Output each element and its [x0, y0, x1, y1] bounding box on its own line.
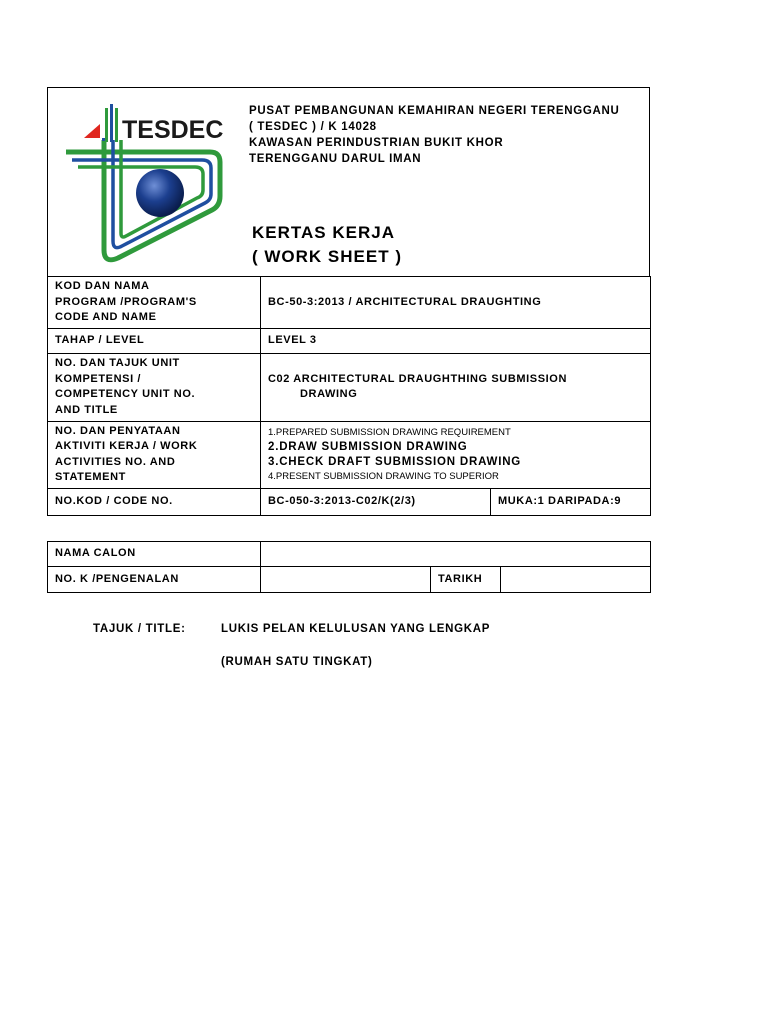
info-table [47, 276, 651, 516]
program-value: BC-50-3:2013 / ARCHITECTURAL DRAUGHTING [261, 277, 651, 329]
candidate-name-row [48, 542, 651, 567]
code-row [48, 488, 651, 515]
org-line-3: KAWASAN PERINDUSTRIAN BUKIT KHOR [249, 137, 504, 149]
program-label-line: KOD DAN NAMA [55, 280, 150, 292]
title-line-1: LUKIS PELAN KELULUSAN YANG LENGKAP [221, 623, 491, 635]
tesdec-logo [60, 100, 230, 265]
doc-title-block [252, 221, 402, 269]
activity-item: 2.DRAW SUBMISSION DRAWING [268, 440, 468, 453]
activity-label-line: NO. DAN PENYATAAN [55, 424, 181, 437]
title-line-2: (RUMAH SATU TINGKAT) [221, 656, 373, 668]
code-label: NO.KOD / CODE NO. [48, 488, 261, 515]
unit-value-line: DRAWING [300, 388, 358, 400]
candidate-name-field[interactable] [261, 542, 651, 567]
unit-label-line: AND TITLE [55, 403, 118, 416]
page-value: MUKA:1 DARIPADA:9 [491, 488, 651, 515]
activity-label [48, 421, 261, 488]
logo-t-bars [105, 104, 118, 142]
activity-row [48, 421, 651, 488]
unit-value [261, 353, 651, 421]
level-row [48, 328, 651, 353]
level-value: LEVEL 3 [261, 328, 651, 353]
doc-subtitle: ( WORK SHEET ) [252, 247, 402, 266]
activity-label-line: AKTIVITI KERJA / WORK [55, 440, 198, 452]
unit-value-line: C02 ARCHITECTURAL DRAUGHTHING SUBMISSION [268, 372, 568, 385]
program-row [48, 277, 651, 329]
candidate-name-label: NAMA CALON [48, 542, 261, 567]
unit-label-line: NO. DAN TAJUK UNIT [55, 357, 180, 369]
org-line-4: TERENGGANU DARUL IMAN [249, 153, 422, 165]
logo-ball [136, 169, 184, 217]
candidate-id-label: NO. K /PENGENALAN [48, 567, 261, 593]
date-label: TARIKH [431, 567, 501, 593]
unit-label [48, 353, 261, 421]
candidate-id-field[interactable] [261, 567, 431, 593]
logo-wordmark: TESDEC [122, 116, 224, 144]
org-address [249, 103, 620, 167]
logo-red-triangle [84, 124, 100, 138]
org-line-2: ( TESDEC ) / K 14028 [249, 121, 377, 133]
unit-row [48, 353, 651, 421]
candidate-table [47, 541, 651, 593]
org-line-1: PUSAT PEMBANGUNAN KEMAHIRAN NEGERI TERENGGANU [249, 105, 620, 117]
unit-label-line: KOMPETENSI / [55, 372, 142, 385]
date-field[interactable] [501, 567, 651, 593]
unit-label-line: COMPETENCY UNIT NO. [55, 388, 196, 400]
program-label-line: CODE AND NAME [55, 311, 157, 323]
doc-title: KERTAS KERJA [252, 223, 395, 242]
activity-label-line: ACTIVITIES NO. AND [55, 455, 176, 468]
level-label: TAHAP / LEVEL [48, 328, 261, 353]
code-value: BC-050-3:2013-C02/K(2/3) [261, 488, 491, 515]
program-label-line: PROGRAM /PROGRAM'S [55, 295, 197, 308]
program-label [48, 277, 261, 329]
activity-item: 4.PRESENT SUBMISSION DRAWING TO SUPERIOR [268, 470, 499, 482]
candidate-id-row [48, 567, 651, 593]
activity-label-line: STATEMENT [55, 471, 126, 483]
activity-item: 3.CHECK DRAFT SUBMISSION DRAWING [268, 455, 522, 468]
activity-item: 1.PREPARED SUBMISSION DRAWING REQUIREMENT [268, 426, 511, 438]
title-label: TAJUK / TITLE: [93, 623, 186, 635]
activity-list [261, 421, 651, 488]
